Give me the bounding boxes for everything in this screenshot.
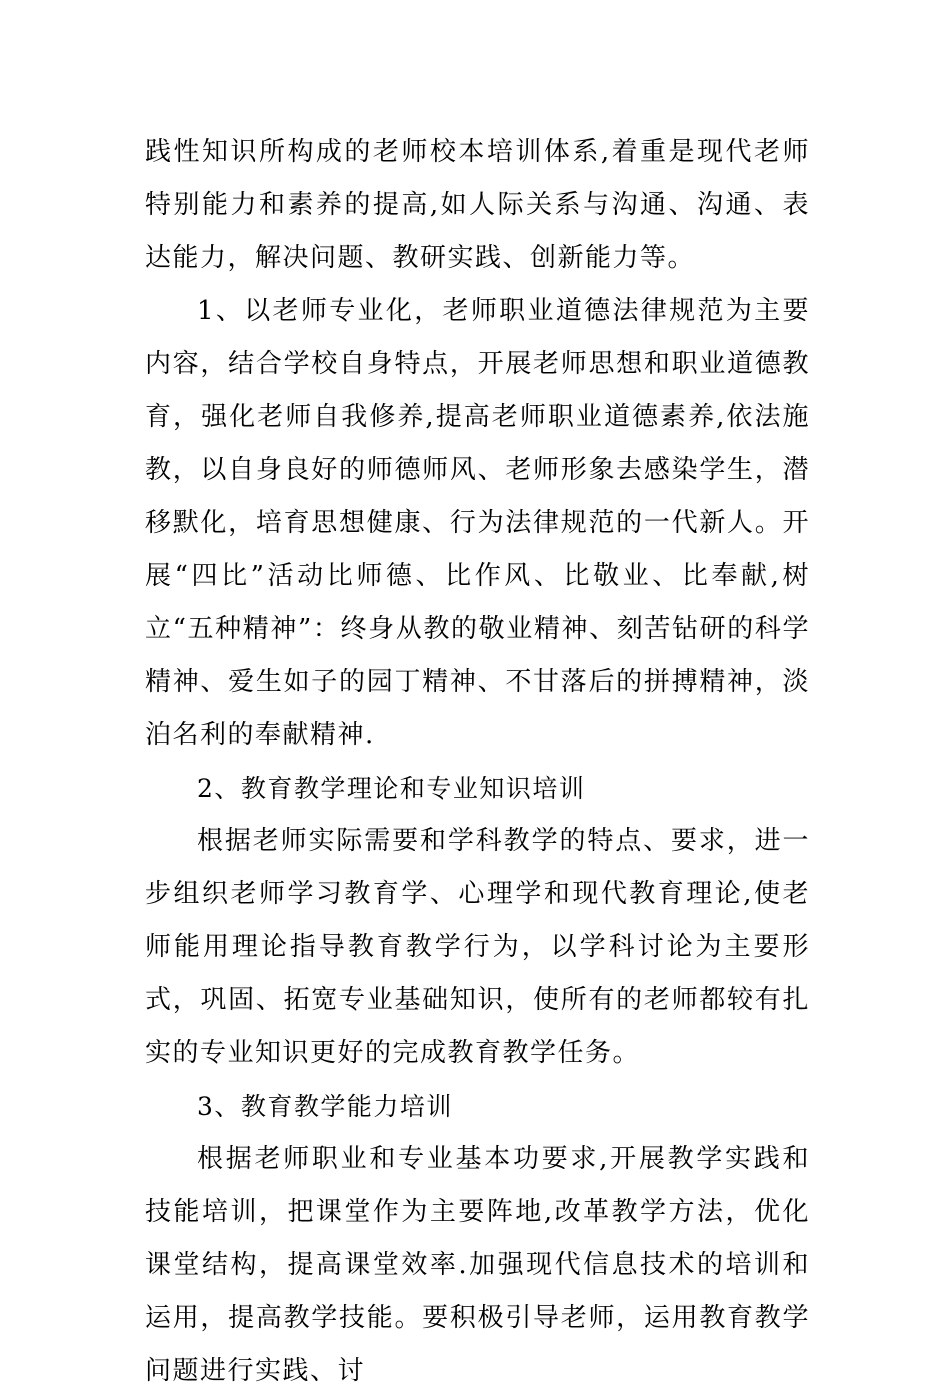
heading-theory-training: 2、教育教学理论和专业知识培训 xyxy=(197,774,586,803)
paragraph-ethics-training: 1、以老师专业化，老师职业道德法律规范为主要内容，结合学校自身特点，开展老师思想和职业道德教育，强化老师自我修养,提高老师职业道德素养,依法施教，以自身良好的师德师风、老师形象去感染学生，潜移默化，培育思想健康、行为法律规范的一代新人。开展“四比”活动比师德、比作风、比敬业、比奉献,树立“五种精神”：终身从教的敬业精神、刻苦钻研的科学精神、爱生如子的园丁精神、不甘落后的拼搏精神，淡泊名利的奉献精神. xyxy=(145,296,810,750)
document-page xyxy=(145,126,810,1398)
paragraph-theory-training: 根据老师实际需要和学科教学的特点、要求，进一步组织老师学习教育学、心理学和现代教育理论,使老师能用理论指导教育教学行为，以学科讨论为主要形式，巩固、拓宽专业基础知识，使所有的老师都较有扎实的专业知识更好的完成教育教学任务。 xyxy=(145,826,810,1068)
paragraph-training-system-continued: 践性知识所构成的老师校本培训体系,着重是现代老师特别能力和素养的提高,如人际关系与沟通、沟通、表达能力，解决问题、教研实践、创新能力等。 xyxy=(145,137,810,273)
heading-ability-training: 3、教育教学能力培训 xyxy=(197,1092,453,1121)
paragraph-ability-training: 根据老师职业和专业基本功要求,开展教学实践和技能培训，把课堂作为主要阵地,改革教学方法，优化课堂结构，提高课堂效率.加强现代信息技术的培训和运用，提高教学技能。要积极引导老师，运用教育教学问题进行实践、讨 xyxy=(145,1144,810,1386)
